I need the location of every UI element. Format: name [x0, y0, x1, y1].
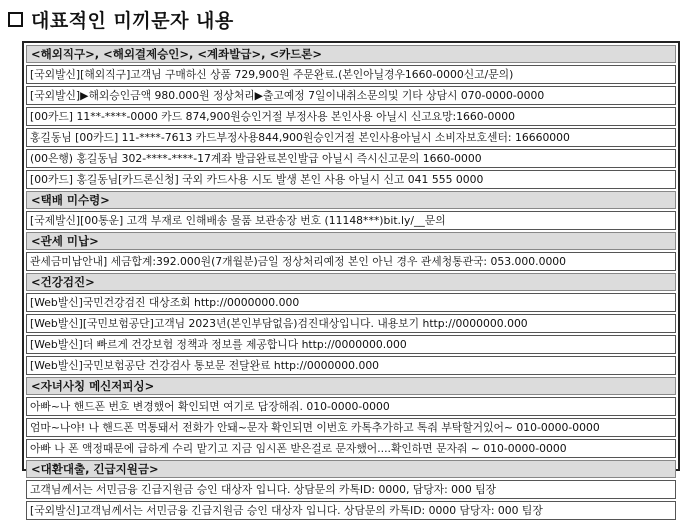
message-row: 엄마~나야! 나 핸드폰 먹통돼서 전화가 안돼~문자 확인되면 이번호 카톡추가하고 톡줘 부탁할거있어~ 010-0000-0000: [26, 418, 676, 437]
message-row: [00카드] 홍길동님[카드론신청] 국외 카드사용 시도 발생 본인 사용 아닐시 신고 041 555 0000: [26, 170, 676, 189]
message-row: 아빠~나 핸드폰 번호 변경했어 확인되면 여기로 답장해줘. 010-0000-0000: [26, 397, 676, 416]
section-parcel: [26, 191, 676, 230]
section-loan: [26, 460, 676, 520]
section-customs: [26, 232, 676, 271]
message-row: [국외발신]고객님께서는 서민금융 긴급지원금 승인 대상자 입니다. 상담문의 카톡ID: 0000 담당자: 000 팀장: [26, 501, 676, 520]
message-row: (00은행) 홍길동님 302-****-****-17계좌 발급완료본인발급 아닐시 즉시신고문의 1660-0000: [26, 149, 676, 168]
page-title: 대표적인 미끼문자 내용: [31, 9, 234, 32]
section-child-impersonation: [26, 377, 676, 458]
message-row: [00카드] 11**-****-0000 카드 874,900원승인거절 부정사용 본인사용 아닐시 신고요망:1660-0000: [26, 107, 676, 126]
section-heading: <자녀사칭 메신저피싱>: [26, 377, 676, 395]
message-row: [Web발신]더 빠르게 건강보험 정책과 정보를 제공합니다 http://0000000.000: [26, 335, 676, 354]
message-row: [Web발신][국민보험공단]고객님 2023년(본인부담없음)검진대상입니다. 내용보기 http://0000000.000: [26, 314, 676, 333]
message-row: [국외발신]▶해외승인금액 980.000원 정상처리▶출고예정 7일이내취소문의및 기타 상담시 070-0000-0000: [26, 86, 676, 105]
section-overseas-card: [26, 45, 676, 189]
page-title-block: [8, 4, 234, 34]
section-heading: <대환대출, 긴급지원금>: [26, 460, 676, 478]
message-row: 고객님께서는 서민금융 긴급지원금 승인 대상자 입니다. 상담문의 카톡ID: 0000, 담당자: 000 팀장: [26, 480, 676, 499]
section-heading: <해외직구>, <해외결제승인>, <계좌발급>, <카드론>: [26, 45, 676, 63]
message-row: [국제발신][00통운] 고객 부재로 인해배송 물품 보관송장 번호 (11148***)bit.ly/__문의: [26, 211, 676, 230]
message-row: 홍길동님 [00카드] 11-****-7613 카드부정사용844,900원승인거절 본인사용아닐시 소비자보호센터: 16660000: [26, 128, 676, 147]
message-row: [Web발신]국민건강검진 대상조회 http://0000000.000: [26, 293, 676, 312]
section-heading: <관세 미납>: [26, 232, 676, 250]
section-health-checkup: [26, 273, 676, 375]
message-row: [Web발신]국민보험공단 건강검사 통보문 전달완료 http://0000000.000: [26, 356, 676, 375]
checkbox-icon: [8, 12, 23, 27]
message-row: 관세금미납안내] 세금합계:392.000원(7개월분)금일 정상처리예정 본인 아닌 경우 관세청통관국: 053.000.0000: [26, 252, 676, 271]
section-heading: <건강검진>: [26, 273, 676, 291]
message-row: 아빠 나 폰 액정때문에 급하게 수리 맡기고 지금 임시폰 받은걸로 문자했어....확인하면 문자줘 ~ 010-0000-0000: [26, 439, 676, 458]
message-table: [22, 41, 680, 517]
section-heading: <택배 미수령>: [26, 191, 676, 209]
message-row: [국외발신][해외직구]고객님 구매하신 상품 729,900원 주문완료.(본인아닐경우1660-0000신고/문의): [26, 65, 676, 84]
